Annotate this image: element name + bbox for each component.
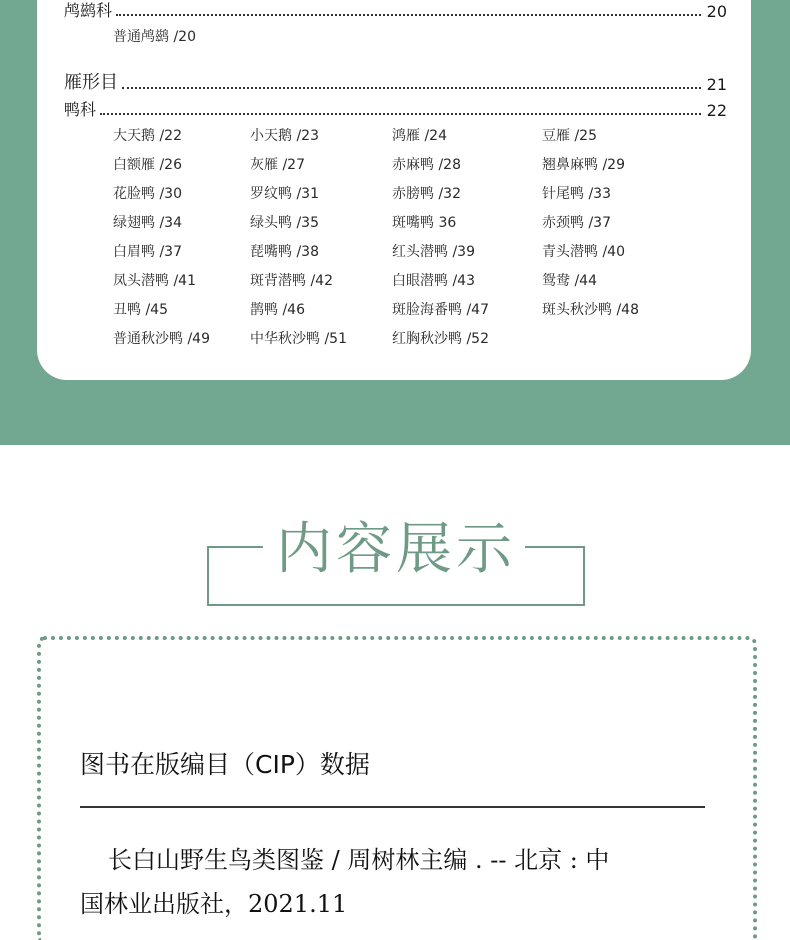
toc-species-entry: 灰雁 /27 <box>250 157 305 173</box>
toc-species-entry: 赤麻鸭 /28 <box>392 157 461 173</box>
toc-leader-dots <box>116 14 701 16</box>
toc-family-row <box>64 0 727 21</box>
toc-page-number: 20 <box>706 2 727 21</box>
toc-species-entry: 白额雁 /26 <box>113 157 182 173</box>
toc-species-entry: 普通秋沙鸭 /49 <box>113 331 210 347</box>
heading-frame-line <box>207 546 263 548</box>
toc-species-entry: 白眉鸭 /37 <box>113 244 182 260</box>
toc-page-number: 21 <box>706 75 727 94</box>
toc-species-entry: 凤头潜鸭 /41 <box>113 273 196 289</box>
toc-species-entry: 豆雁 /25 <box>542 128 597 144</box>
toc-species-entry: 青头潜鸭 /40 <box>542 244 625 260</box>
toc-species-entry: 针尾鸭 /33 <box>542 186 611 202</box>
toc-family-row <box>64 97 727 120</box>
toc-page-number: 22 <box>706 101 727 120</box>
toc-species-entry: 中华秋沙鸭 /51 <box>250 331 347 347</box>
toc-species-entry: 花脸鸭 /30 <box>113 186 182 202</box>
toc-species-entry: 小天鹅 /23 <box>250 128 319 144</box>
cip-text-line: 国林业出版社，2021.11 <box>80 890 348 918</box>
toc-species-entry: 琵嘴鸭 /38 <box>250 244 319 260</box>
toc-species-entry: 罗纹鸭 /31 <box>250 186 319 202</box>
toc-species-entry: 大天鹅 /22 <box>113 128 182 144</box>
toc-species-entry: 绿头鸭 /35 <box>250 215 319 231</box>
cip-text-line: 长白山野生鸟类图鉴 / 周树林主编 . -- 北京 : 中 <box>108 846 610 874</box>
section-title: 内容展示 <box>276 517 516 582</box>
cip-divider <box>80 806 705 808</box>
toc-family-label: 鸬鹚科 <box>64 1 113 20</box>
toc-species-entry: 鸳鸯 /44 <box>542 273 597 289</box>
toc-species-entry: 红头潜鸭 /39 <box>392 244 475 260</box>
cip-title: 图书在版编目（CIP）数据 <box>80 750 370 779</box>
toc-leader-dots <box>122 87 701 89</box>
toc-species-entry: 赤膀鸭 /32 <box>392 186 461 202</box>
toc-species-entry: 斑嘴鸭 36 <box>392 215 457 231</box>
toc-species-entry: 丑鸭 /45 <box>113 302 168 318</box>
toc-species-entry: 翘鼻麻鸭 /29 <box>542 157 625 173</box>
toc-order-label: 雁形目 <box>64 72 118 93</box>
toc-species-entry: 红胸秋沙鸭 /52 <box>392 331 489 347</box>
toc-species-entry: 白眼潜鸭 /43 <box>392 273 475 289</box>
toc-order-row <box>64 68 727 94</box>
toc-species-entry: 赤颈鸭 /37 <box>542 215 611 231</box>
toc-species-entry: 绿翅鸭 /34 <box>113 215 182 231</box>
toc-species-entry: 斑背潜鸭 /42 <box>250 273 333 289</box>
toc-species-entry: 鹊鸭 /46 <box>250 302 305 318</box>
toc-species-entry: 普通鸬鹚 /20 <box>113 29 196 45</box>
section-heading <box>207 515 583 607</box>
toc-leader-dots <box>100 113 701 115</box>
toc-species-entry: 斑头秋沙鸭 /48 <box>542 302 639 318</box>
heading-frame-line <box>525 546 583 548</box>
toc-species-entry: 鸿雁 /24 <box>392 128 447 144</box>
toc-species-entry: 斑脸海番鸭 /47 <box>392 302 489 318</box>
toc-family-label: 鸭科 <box>64 100 97 119</box>
